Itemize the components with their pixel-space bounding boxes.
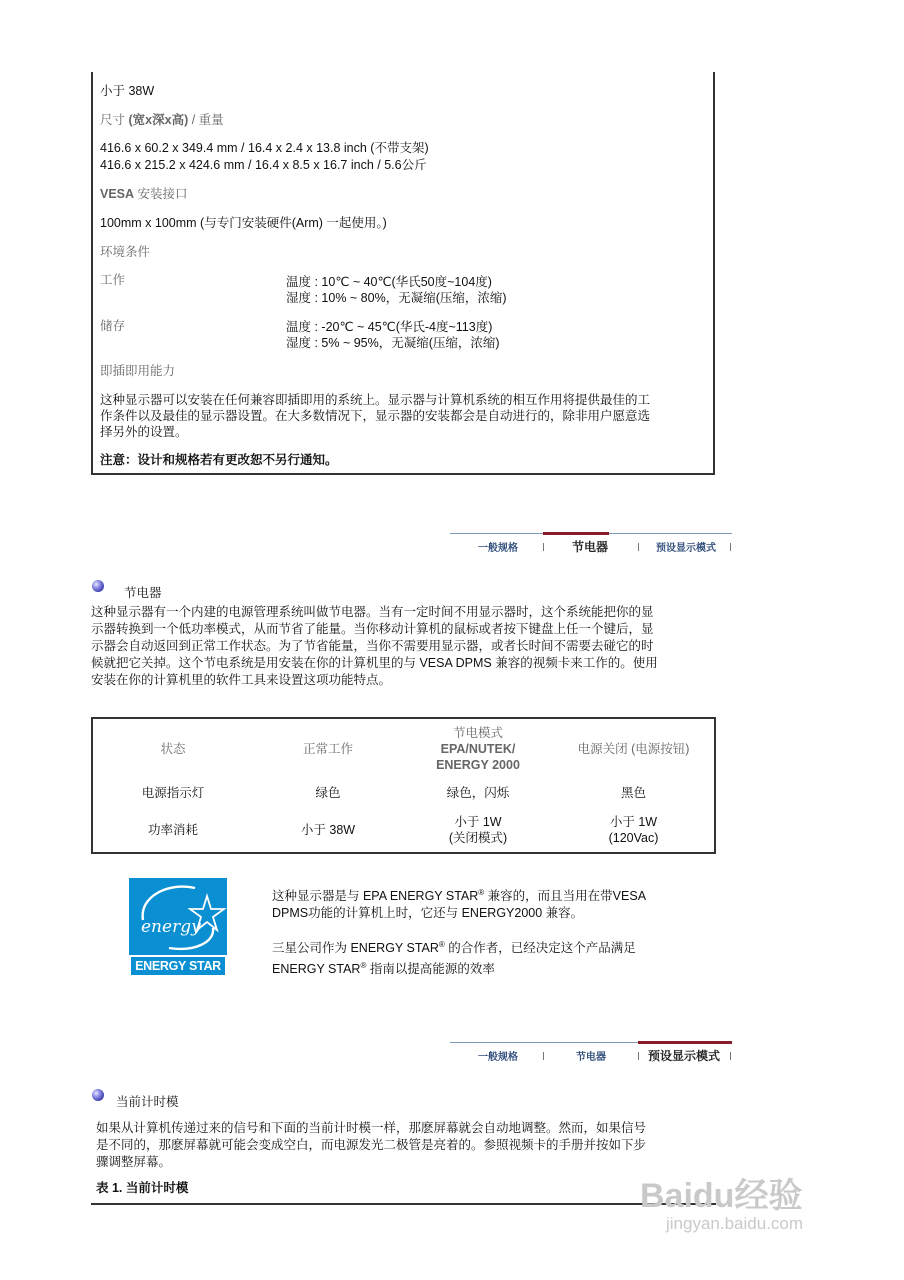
nav-divider bbox=[730, 1052, 731, 1060]
nav-tab-preset-modes[interactable]: 预设显示模式 bbox=[648, 1049, 721, 1063]
nav-tab-power-saver[interactable]: 节电器 bbox=[572, 540, 609, 554]
timing-line-3: 骤调整屏幕。 bbox=[96, 1155, 172, 1169]
power-saver-description bbox=[91, 604, 713, 689]
baidu-watermark-logo: Baidu经验 bbox=[640, 1177, 803, 1215]
header-power-save-title: 节电模式 bbox=[452, 726, 503, 740]
nav-tab-general-specs[interactable]: 一般规格 bbox=[478, 543, 518, 554]
power-management-table bbox=[91, 717, 716, 854]
dimensions-without-stand: 416.6 x 60.2 x 349.4 mm / 16.4 x 2.4 x 13.8 inch (不带支架) bbox=[100, 141, 429, 155]
energy-logo-text: ENERGY STAR bbox=[131, 957, 225, 975]
bullet-icon bbox=[92, 1089, 104, 1101]
timing-table-title: 表 1. 当前计时模 bbox=[96, 1181, 189, 1195]
energy-p2-c: ENERGY STAR bbox=[272, 962, 361, 977]
power-saver-line-1: 这种显示器有一个内建的电源管理系统叫做节电器。当有一定时间不用显示器时，这个系统能把你的显 bbox=[91, 605, 654, 619]
nav-divider bbox=[543, 543, 544, 551]
registered-mark: ® bbox=[438, 940, 445, 949]
energy-star-logo bbox=[129, 878, 227, 977]
header-state: 状态 bbox=[160, 742, 186, 756]
header-power-save bbox=[403, 725, 553, 773]
bullet-icon bbox=[92, 580, 104, 592]
row-power-save-value: 小于 1W bbox=[454, 815, 502, 829]
row-power-off-voltage: (120Vac) bbox=[608, 831, 659, 845]
nav-active-indicator bbox=[638, 1041, 732, 1044]
energy-p2-b: 的合作者，已经决定这个产品满足 bbox=[444, 941, 636, 956]
power-consumption-value: 小于 38W bbox=[100, 84, 155, 98]
baidu-watermark-url: jingyan.baidu.com bbox=[666, 1214, 804, 1233]
nav-active-indicator bbox=[543, 532, 609, 535]
row-power-save-mode: (关闭模式) bbox=[448, 831, 508, 845]
nav-tab-general-specs[interactable]: 一般规格 bbox=[478, 1052, 518, 1063]
specs-change-note: 注意：设计和规格若有更改恕不另行通知。 bbox=[100, 453, 338, 467]
row-power-off bbox=[553, 814, 714, 846]
timing-table-top-border bbox=[91, 1203, 716, 1205]
timing-line-1: 如果从计算机传递过来的信号和下面的当前计时模一样，那麽屏幕就会自动地调整。然而，如果信号 bbox=[96, 1121, 647, 1135]
row-led-save: 绿色，闪烁 bbox=[446, 786, 510, 800]
row-led-label: 电源指示灯 bbox=[141, 786, 205, 800]
operating-temperature: 温度 : 10℃ ~ 40℃(华氏50度~104度) bbox=[286, 275, 492, 289]
header-power-off: 电源关闭 (电源按钮) bbox=[577, 742, 690, 756]
storage-temperature: 温度 : -20℃ ~ 45℃(华氏-4度~113度) bbox=[286, 320, 493, 334]
energy-star-para-1 bbox=[272, 884, 646, 922]
plug-and-play-line-1: 这种显示器可以安装在任何兼容即插即用的系统上。显示器与计算机系统的相互作用将提供最佳的工 bbox=[100, 393, 651, 407]
energy-star-para-2 bbox=[272, 936, 636, 978]
dimensions-label-weight: / 重量 bbox=[191, 113, 224, 127]
storage-humidity: 湿度 : 5% ~ 95%，无凝缩(压缩，浓缩) bbox=[286, 336, 500, 350]
environment-label: 环境条件 bbox=[100, 245, 151, 259]
nav-divider bbox=[543, 1052, 544, 1060]
energy-p1-b: 兼容的，而且当用在带VESA bbox=[484, 889, 647, 904]
timing-heading: 当前计时模 bbox=[116, 1095, 179, 1109]
dimensions-label-wdh: (宽x深x高) bbox=[128, 113, 189, 127]
registered-mark: ® bbox=[360, 961, 367, 971]
nav-divider bbox=[638, 1052, 639, 1060]
row-led-off: 黑色 bbox=[620, 786, 646, 800]
row-power-save bbox=[403, 814, 553, 846]
power-saver-heading: 节电器 bbox=[124, 586, 162, 600]
row-power-off-value: 小于 1W bbox=[609, 815, 658, 829]
energy-p2-d: 指南以提高能源的效率 bbox=[366, 962, 495, 977]
power-saver-line-2: 示器转换到一个低功率模式，从而节省了能量。当你移动计算机的鼠标或者按下键盘上任一个键后，显 bbox=[91, 622, 654, 636]
operating-humidity: 湿度 : 10% ~ 80%，无凝缩(压缩，浓缩) bbox=[286, 291, 507, 305]
nav-divider bbox=[730, 543, 731, 551]
energy-p1-c: DPMS功能的计算机上时，它还与 ENERGY2000 兼容。 bbox=[272, 906, 584, 921]
vesa-value: 100mm x 100mm (与专门安装硬件(Arm) 一起使用。) bbox=[100, 216, 387, 230]
power-saver-line-5: 安装在你的计算机里的软件工具来设置这项功能特点。 bbox=[91, 673, 392, 687]
energy-p2-a: 三星公司作为 ENERGY STAR bbox=[272, 941, 439, 956]
row-power-label: 功率消耗 bbox=[147, 823, 198, 837]
dimensions-label bbox=[100, 112, 224, 128]
section-nav-2 bbox=[450, 1042, 732, 1072]
power-saver-line-3: 示器会自动返回到正常工作状态。为了节省能量，当你不需要用显示器，或者长时间不需要去碰它的时 bbox=[91, 639, 654, 653]
plug-and-play-label: 即插即用能力 bbox=[100, 364, 176, 378]
dimensions-with-stand: 416.6 x 215.2 x 424.6 mm / 16.4 x 8.5 x 16.7 inch / 5.6公斤 bbox=[100, 158, 427, 172]
row-led-normal: 绿色 bbox=[315, 786, 341, 800]
power-saver-line-4: 候就把它关掉。这个节电系统是用安装在你的计算机里的与 VESA DPMS 兼容的视频卡来工作的。使用 bbox=[91, 656, 658, 670]
dimensions-label-main: 尺寸 bbox=[100, 113, 126, 127]
operating-label: 工作 bbox=[100, 273, 126, 287]
nav-tab-power-saver[interactable]: 节电器 bbox=[576, 1052, 606, 1063]
registered-mark: ® bbox=[478, 888, 485, 897]
timing-description bbox=[96, 1120, 706, 1171]
timing-line-2: 是不同的，那麽屏幕就可能会变成空白，而电源发光二极管是亮着的。参照视频卡的手册并按如下步 bbox=[96, 1138, 647, 1152]
plug-and-play-line-3: 择另外的设置。 bbox=[100, 425, 188, 439]
section-nav-1 bbox=[450, 533, 732, 563]
row-power-normal: 小于 38W bbox=[300, 823, 356, 837]
plug-and-play-line-2: 作条件以及最佳的显示器设置。在大多数情况下，显示器的安装都会是自动进行的，除非用户愿意选 bbox=[100, 409, 651, 423]
vesa-label bbox=[100, 186, 188, 202]
storage-label: 储存 bbox=[100, 319, 126, 333]
vesa-label-sub: 安装接口 bbox=[137, 187, 188, 201]
header-normal: 正常工作 bbox=[302, 742, 353, 756]
vesa-label-main: VESA bbox=[100, 187, 135, 201]
nav-tab-preset-modes[interactable]: 预设显示模式 bbox=[656, 543, 716, 554]
header-power-save-std2: ENERGY 2000 bbox=[436, 758, 520, 772]
energy-logo-band bbox=[129, 955, 227, 977]
nav-divider bbox=[638, 543, 639, 551]
energy-logo-script: energy bbox=[141, 917, 201, 937]
energy-star-icon bbox=[129, 878, 227, 955]
energy-p1-a: 这种显示器是与 EPA ENERGY STAR bbox=[272, 889, 479, 904]
header-power-save-std1: EPA/NUTEK/ bbox=[440, 742, 516, 756]
